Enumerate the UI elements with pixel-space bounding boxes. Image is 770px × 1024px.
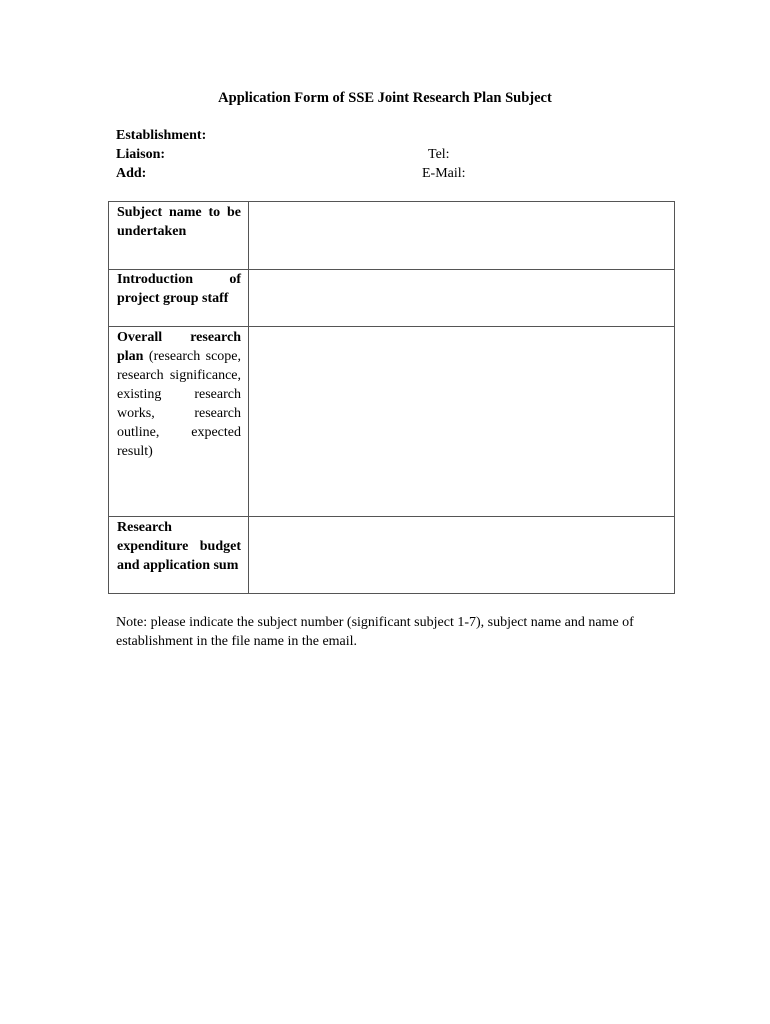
- group-staff-value-cell[interactable]: [249, 270, 675, 327]
- research-plan-label: Overall research plan: [117, 330, 241, 364]
- page-title: Application Form of SSE Joint Research Plan Subject: [218, 90, 552, 106]
- research-plan-description: (research scope, research significance, existing research works, research outline, expected result): [117, 349, 242, 459]
- add-label: Add:: [116, 166, 147, 181]
- table-row: [109, 517, 675, 594]
- research-plan-value-cell[interactable]: [249, 327, 675, 517]
- table-row: [109, 202, 675, 270]
- establishment-label: Establishment:: [116, 128, 207, 143]
- tel-label: Tel:: [428, 147, 450, 162]
- group-staff-label: Introduction of project group staff: [117, 272, 241, 306]
- subject-name-label: Subject name to be undertaken: [117, 205, 241, 239]
- footer-note: Note: please indicate the subject number (significant subject 1-7), subject name and name of establishment in the file name in the email.: [116, 615, 634, 649]
- subject-name-value-cell[interactable]: [249, 202, 675, 270]
- liaison-label: Liaison:: [116, 147, 166, 162]
- email-label: E-Mail:: [422, 166, 466, 181]
- budget-label: Research expenditure budget and application sum: [117, 520, 241, 573]
- research-plan-label-cell: [109, 327, 249, 517]
- group-staff-label-cell: [109, 270, 249, 327]
- budget-label-cell: [109, 517, 249, 594]
- application-form-table: [108, 201, 675, 594]
- table-row: [109, 327, 675, 517]
- table-row: [109, 270, 675, 327]
- budget-value-cell[interactable]: [249, 517, 675, 594]
- subject-name-label-cell: [109, 202, 249, 270]
